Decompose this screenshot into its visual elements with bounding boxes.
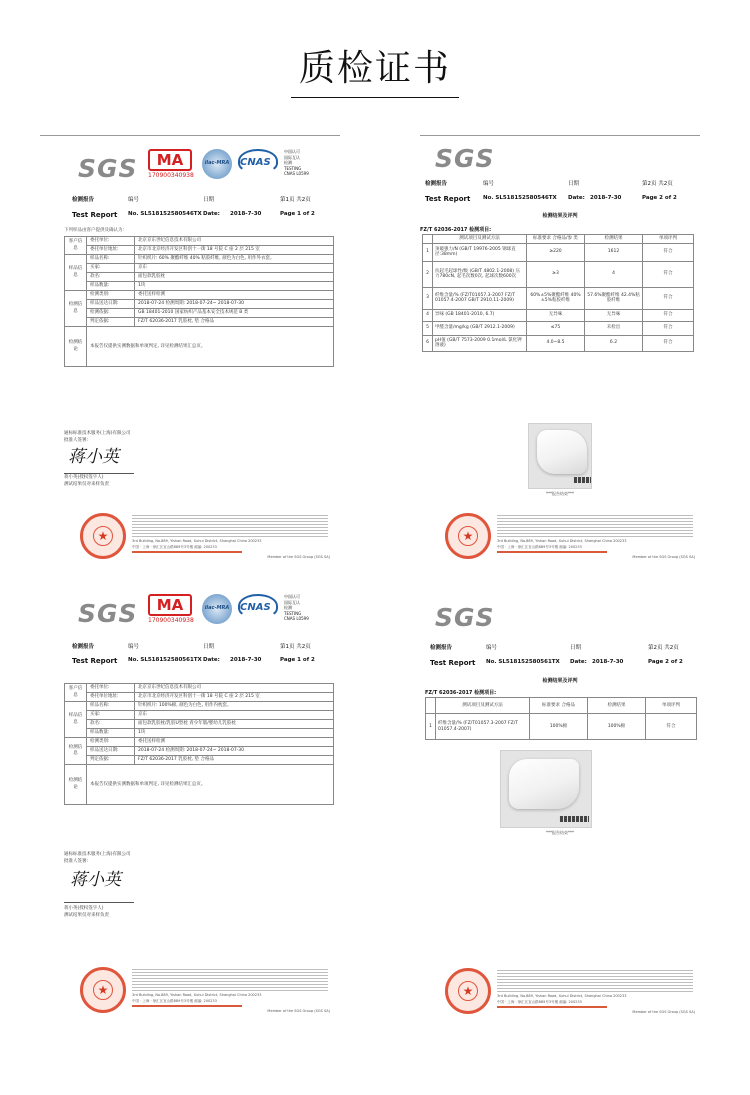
report-no: No. SL51815258056​1TX	[128, 657, 202, 663]
signature: 蒋小英	[70, 870, 121, 890]
seal-stamp	[445, 513, 491, 559]
table-row	[65, 747, 334, 756]
table-row	[65, 273, 334, 282]
row-value: 北京市北京经济开发区科创十一街 18 号院 C 座 2 层 215 室	[135, 693, 334, 702]
cnas-info-line: 中国认可	[284, 149, 300, 154]
footer	[80, 967, 330, 1017]
col-header	[426, 698, 436, 714]
date-label: Date:	[203, 657, 220, 663]
footer-address: 3rd Building, No.889, Yishan Road, Xuhui District, Shanghai China 200233	[497, 539, 627, 543]
star-icon: ★	[93, 526, 113, 546]
table-header-row	[423, 235, 694, 244]
sample-photo	[500, 750, 592, 828]
cnas-info-line: CNAS L0599	[284, 171, 309, 177]
cell-req: ≥3	[527, 261, 585, 287]
table-row	[423, 335, 694, 351]
signature-line	[64, 902, 134, 903]
table-row	[65, 729, 334, 738]
no-cn: 编号	[486, 645, 498, 651]
row-label: 判定依据:	[87, 318, 135, 327]
standard-line: FZ/T 62036-2017 检测项目:	[420, 227, 492, 233]
row-value: 2018-07-24 检测周期: 2018-07-24~ 2018-07-30	[135, 300, 334, 309]
row-label: 样品数量:	[87, 729, 135, 738]
date-label: Date:	[568, 195, 585, 201]
col-header: 单项评判	[643, 235, 694, 244]
ma-logo-text: MA	[148, 594, 192, 616]
sgs-logo: SGS	[78, 599, 138, 628]
section-title: 检测结果及评判	[542, 678, 578, 684]
cell-req: ≤75	[527, 321, 585, 335]
row-value: 北京京东世纪信息技术有限公司	[135, 684, 334, 693]
cnas-info-line: 中国认可	[284, 594, 300, 599]
row-label: 样品名称:	[87, 255, 135, 264]
footer-address-cn: 中国 · 上海 · 徐汇区宜山路889号3号楼 邮编: 200233	[132, 545, 217, 549]
towel-image	[537, 430, 587, 474]
table-row	[65, 246, 334, 255]
cell-result: 1612	[585, 243, 643, 261]
group-cell: 样品信息	[65, 702, 87, 738]
cell-req: ≥220	[527, 243, 585, 261]
header-cn: 检测报告	[430, 645, 453, 651]
report-3	[40, 590, 340, 1030]
row-label: 判定依据:	[87, 756, 135, 765]
cnas-info	[284, 149, 309, 177]
footer-address: 3rd Building, No.889, Yishan Road, Xuhui District, Shanghai China 200233	[497, 994, 627, 998]
signature: 蒋小英	[68, 447, 119, 467]
standard-line: FZ/T 62036-2017 检测项目:	[425, 690, 497, 696]
cell-no: 2	[423, 261, 433, 287]
table-row	[65, 765, 334, 805]
row-value: FZ/T 62036-2017 乳胶枕, 垫 合格品	[135, 756, 334, 765]
cell-no: 4	[423, 309, 433, 321]
header-en: Test Report	[430, 659, 476, 667]
cnas-logo	[238, 149, 278, 177]
row-value: 1块	[135, 282, 334, 291]
cnas-info-line: 国际互认	[284, 599, 300, 605]
footer-address: 3rd Building, No.889, Yishan Road, Xuhui District, Shanghai China 200233	[132, 539, 262, 543]
row-label: 检测类别:	[87, 738, 135, 747]
cell-req: 100%棉	[530, 714, 588, 740]
top-divider	[40, 135, 340, 136]
cell-no: 1	[426, 714, 436, 740]
row-label: 委托单位:	[87, 684, 135, 693]
footer-member: Member of the SGS Group (SGS SA)	[632, 1010, 695, 1014]
col-header: 标准要求 合格品	[530, 698, 588, 714]
table-row	[65, 282, 334, 291]
footer-member: Member of the SGS Group (SGS SA)	[267, 1009, 330, 1013]
cnas-logo-text: CNAS	[240, 157, 271, 168]
date-cn: 日期	[568, 181, 580, 187]
cell-req: 4.0~8.5	[527, 335, 585, 351]
page-en: Page 2 of 2	[642, 195, 677, 201]
sign-block	[64, 852, 131, 866]
cell-verdict: 符合	[643, 287, 694, 309]
header-en: Test Report	[72, 657, 118, 665]
group-cell: 客户信息	[65, 237, 87, 255]
cell-no: 1	[423, 243, 433, 261]
results-table	[425, 697, 697, 740]
footer-address-cn: 中国 · 上海 · 徐汇区宜山路889号3号楼 邮编: 200233	[497, 545, 582, 549]
footer-address-cn: 中国 · 上海 · 徐汇区宜山路889号3号楼 邮编: 200233	[132, 999, 217, 1003]
cell-result: 无异味	[585, 309, 643, 321]
info-table	[64, 683, 334, 805]
cell-item: 甲醛含量/mg/kg (GB/T 2912.1-2009)	[433, 321, 527, 335]
ma-logo-text: MA	[148, 149, 192, 171]
no-cn: 编号	[128, 197, 140, 203]
table-row	[423, 243, 694, 261]
footer-address: 3rd Building, No.889, Yishan Road, Xuhui District, Shanghai China 200233	[132, 993, 262, 997]
cell-result: 6.2	[585, 335, 643, 351]
no-cn: 编号	[483, 181, 495, 187]
row-value: 2018-07-24 检测周期: 2018-07-24~ 2018-07-30	[135, 747, 334, 756]
table-row	[423, 309, 694, 321]
sign-block	[64, 431, 131, 445]
star-icon: ★	[458, 981, 478, 1001]
group-cell: 检测信息	[65, 291, 87, 327]
table-row	[65, 756, 334, 765]
seal-stamp	[445, 968, 491, 1014]
section-title: 检测结果及评判	[542, 213, 578, 219]
table-row	[65, 237, 334, 246]
sgs-logo: SGS	[435, 144, 495, 173]
table-row	[65, 720, 334, 729]
group-cell: 检测结论	[65, 327, 87, 367]
footer-member: Member of the SGS Group (SGS SA)	[267, 555, 330, 559]
date-cn: 日期	[570, 645, 582, 651]
cell-item: 纤维含量/% (FZ/T01057.3-2007 FZ/T 01057.4-2007)	[436, 714, 530, 740]
sign-company: 通标标准技术服务(上海)有限公司	[64, 852, 131, 857]
sign-approver: 批准人签署:	[64, 437, 89, 443]
header-cn: 检测报告	[72, 197, 95, 203]
date-value: 2018-7-30	[230, 657, 262, 663]
date-value: 2018-7-30	[590, 195, 622, 201]
no-cn: 编号	[128, 644, 140, 650]
col-header: 测试项目及测试方法	[436, 698, 530, 714]
page-cn: 第2页 共2页	[648, 645, 679, 651]
signature-line	[64, 473, 134, 474]
page-cn: 第1页 共2页	[280, 197, 311, 203]
group-cell: 客户信息	[65, 684, 87, 702]
row-value: 京东	[135, 711, 334, 720]
table-row	[65, 327, 334, 367]
col-header: 检测结果	[585, 235, 643, 244]
table-row	[423, 321, 694, 335]
row-value: 本报告仅提供实测数据和单项判定, 详见检测结果汇总页。	[87, 327, 334, 367]
cell-item: 顶破强力/N (GB/T 19976-2005 钢球直径:38mm)	[433, 243, 527, 261]
row-label: 委托单位地址:	[87, 693, 135, 702]
row-value: 北京市北京经济开发区科创十一街 18 号院 C 座 2 层 215 室	[135, 246, 334, 255]
ma-logo	[148, 594, 192, 624]
row-value: 面包款乳胶枕	[135, 273, 334, 282]
footer-accent-bar	[132, 1005, 242, 1007]
col-header	[423, 235, 433, 244]
row-value: 针织织片: 100%棉, 颜色为白色, 用作内枕套。	[135, 702, 334, 711]
cnas-info	[284, 594, 309, 622]
col-header: 检测结果	[588, 698, 646, 714]
row-label: 委托单位地址:	[87, 246, 135, 255]
report-2	[420, 135, 700, 580]
row-label: 买家:	[87, 711, 135, 720]
row-value: 委托送样检测	[135, 291, 334, 300]
table-header-row	[426, 698, 697, 714]
footer-accent-bar	[497, 551, 607, 553]
row-value: 1块	[135, 729, 334, 738]
page-cn: 第1页 共2页	[280, 644, 311, 650]
row-value: GB 18401-2010 国家纺织产品基本安全技术规范 B 类	[135, 309, 334, 318]
cell-result: 4	[585, 261, 643, 287]
signer-block	[64, 906, 109, 920]
star-icon: ★	[93, 980, 113, 1000]
row-value: 本报告仅提供实测数据和单项判定, 详见检测结果汇总页。	[87, 765, 334, 805]
ilac-mra-text: ilac-MRA	[204, 160, 230, 166]
table-row	[65, 738, 334, 747]
row-value: 北京京东世纪信息技术有限公司	[135, 237, 334, 246]
date-cn: 日期	[203, 644, 215, 650]
table-row	[65, 291, 334, 300]
page-en: Page 1 of 2	[280, 211, 315, 217]
date-label: Date:	[570, 659, 587, 665]
footer-member: Member of the SGS Group (SGS SA)	[632, 555, 695, 559]
logo-row	[78, 592, 338, 632]
cnas-logo-text: CNAS	[240, 602, 271, 613]
results-table	[422, 234, 694, 352]
report-4	[420, 598, 700, 1038]
cnas-info-line: 检测	[284, 605, 292, 611]
signer-note: 测试结果仅对来样负责	[64, 912, 109, 918]
page-title: 质检证书	[291, 40, 459, 98]
sign-approver: 批准人签署:	[64, 858, 89, 864]
table-row	[65, 702, 334, 711]
row-label: 款名:	[87, 273, 135, 282]
row-label: 款名:	[87, 720, 135, 729]
group-cell: 样品信息	[65, 255, 87, 291]
signer-block	[64, 475, 109, 489]
logo-row	[78, 147, 338, 187]
report-no: No. SL51815258056​1TX	[486, 659, 560, 665]
page-en: Page 2 of 2	[648, 659, 683, 665]
page-cn: 第2页 共2页	[642, 181, 673, 187]
date-value: 2018-7-30	[230, 211, 262, 217]
sgs-logo: SGS	[435, 603, 495, 632]
cell-verdict: 符合	[643, 243, 694, 261]
fine-print	[497, 515, 693, 537]
ruler-image	[559, 816, 589, 822]
table-row	[65, 711, 334, 720]
group-cell: 检测信息	[65, 738, 87, 765]
top-divider	[420, 135, 700, 136]
row-label: 检测依据:	[87, 309, 135, 318]
sgs-logo: SGS	[78, 154, 138, 183]
fine-print	[132, 515, 328, 537]
fine-print	[132, 969, 328, 991]
cell-no: 3	[423, 287, 433, 309]
row-label: 样品数量:	[87, 282, 135, 291]
ilac-mra-logo	[202, 594, 232, 624]
cell-no: 6	[423, 335, 433, 351]
cell-result: 57.6%聚酯纤维 42.4%粘胶纤维	[585, 287, 643, 309]
col-header: 测试项目及测试方法	[433, 235, 527, 244]
table-row	[65, 264, 334, 273]
row-label: 样品名称:	[87, 702, 135, 711]
header-cn: 检测报告	[72, 644, 95, 650]
date-cn: 日期	[203, 197, 215, 203]
ma-logo-number: 170900340938	[148, 617, 194, 624]
row-value: 面包款乳胶枕/乳胶U型枕 青少年版/婴幼儿乳胶枕	[135, 720, 334, 729]
cell-no: 5	[423, 321, 433, 335]
towel-image	[509, 759, 579, 809]
sample-photo	[528, 423, 592, 489]
photo-caption: ***报告结束***	[546, 491, 574, 496]
table-row	[65, 300, 334, 309]
cnas-info-line: TESTING	[284, 165, 302, 171]
table-row	[65, 684, 334, 693]
footer-accent-bar	[132, 551, 242, 553]
table-row	[65, 693, 334, 702]
cnas-info-line: 国际互认	[284, 154, 300, 160]
signer-name: 蒋小英(授权签字人)	[64, 475, 104, 480]
cell-result: 100%棉	[588, 714, 646, 740]
row-label: 买家:	[87, 264, 135, 273]
ilac-mra-text: ilac-MRA	[204, 605, 230, 611]
table-row	[423, 261, 694, 287]
cnas-info-line: CNAS L0599	[284, 616, 309, 622]
report-no: No. SL51815258054​6TX	[483, 195, 557, 201]
report-1	[40, 135, 340, 580]
row-label: 样品送达日期:	[87, 300, 135, 309]
table-row	[426, 714, 697, 740]
sample-note: 下列样品由客户提供及确认为:	[64, 228, 125, 233]
cnas-info-line: TESTING	[284, 610, 302, 616]
info-table	[64, 236, 334, 367]
footer	[445, 968, 695, 1018]
header-en: Test Report	[72, 211, 118, 219]
cell-verdict: 符合	[643, 321, 694, 335]
ma-logo-number: 170900340938	[148, 172, 194, 179]
date-label: Date:	[203, 211, 220, 217]
cell-item: 抗起毛起球性/级 (GB/T 4802.1-2008) 压力780cN, 起毛次数0次, 起球次数600次	[433, 261, 527, 287]
cnas-info-line: 检测	[284, 160, 292, 166]
row-label: 样品送达日期:	[87, 747, 135, 756]
row-label: 委托单位:	[87, 237, 135, 246]
table-row	[423, 287, 694, 309]
col-header: 标准要求 合格品/参 类	[527, 235, 585, 244]
row-value: 针织织片: 60% 聚酯纤维 40% 粘胶纤维, 颜色为白色, 用作外衣套。	[135, 255, 334, 264]
report-no: No. SL51815258054​6TX	[128, 211, 202, 217]
fine-print	[497, 970, 693, 992]
ma-logo	[148, 149, 192, 179]
signer-name: 蒋小英(授权签字人)	[64, 906, 104, 911]
footer	[445, 513, 695, 563]
row-value: 京东	[135, 264, 334, 273]
cell-verdict: 符合	[646, 714, 697, 740]
group-cell: 检测结论	[65, 765, 87, 805]
row-value: 委托送样检测	[135, 738, 334, 747]
row-label: 检测类别:	[87, 291, 135, 300]
seal-stamp	[80, 967, 126, 1013]
ruler-image	[573, 477, 591, 483]
row-value: FZ/T 62036-2017 乳胶枕, 垫 合格品	[135, 318, 334, 327]
ilac-mra-logo	[202, 149, 232, 179]
table-row	[65, 318, 334, 327]
footer-address-cn: 中国 · 上海 · 徐汇区宜山路889号3号楼 邮编: 200233	[497, 1000, 582, 1004]
header-cn: 检测报告	[425, 181, 448, 187]
page-en: Page 1 of 2	[280, 657, 315, 663]
cell-verdict: 符合	[643, 261, 694, 287]
seal-stamp	[80, 513, 126, 559]
date-value: 2018-7-30	[592, 659, 624, 665]
footer	[80, 513, 330, 563]
table-row	[65, 255, 334, 264]
cell-item: pH值 (GB/T 7573-2009 0.1mol/L 氯化钾溶液)	[433, 335, 527, 351]
cell-item: 异味 (GB 18401-2010, 6.7)	[433, 309, 527, 321]
star-icon: ★	[458, 526, 478, 546]
header-en: Test Report	[425, 195, 471, 203]
cell-req: 60%±5%聚酯纤维 40%±5%粘胶纤维	[527, 287, 585, 309]
cell-req: 无异味	[527, 309, 585, 321]
cell-verdict: 符合	[643, 335, 694, 351]
col-header: 单项评判	[646, 698, 697, 714]
cell-item: 纤维含量/% (FZ/T01057.3-2007 FZ/T 01057.4-2007 GB/T 2910.11-2009)	[433, 287, 527, 309]
sign-company: 通标标准技术服务(上海)有限公司	[64, 431, 131, 436]
footer-accent-bar	[497, 1006, 607, 1008]
table-row	[65, 309, 334, 318]
cell-result: 未检出	[585, 321, 643, 335]
cell-verdict: 符合	[643, 309, 694, 321]
cnas-logo	[238, 594, 278, 622]
signer-note: 测试结果仅对来样负责	[64, 481, 109, 487]
photo-caption: ***报告结束***	[546, 830, 574, 835]
page-title-wrap	[0, 40, 750, 98]
